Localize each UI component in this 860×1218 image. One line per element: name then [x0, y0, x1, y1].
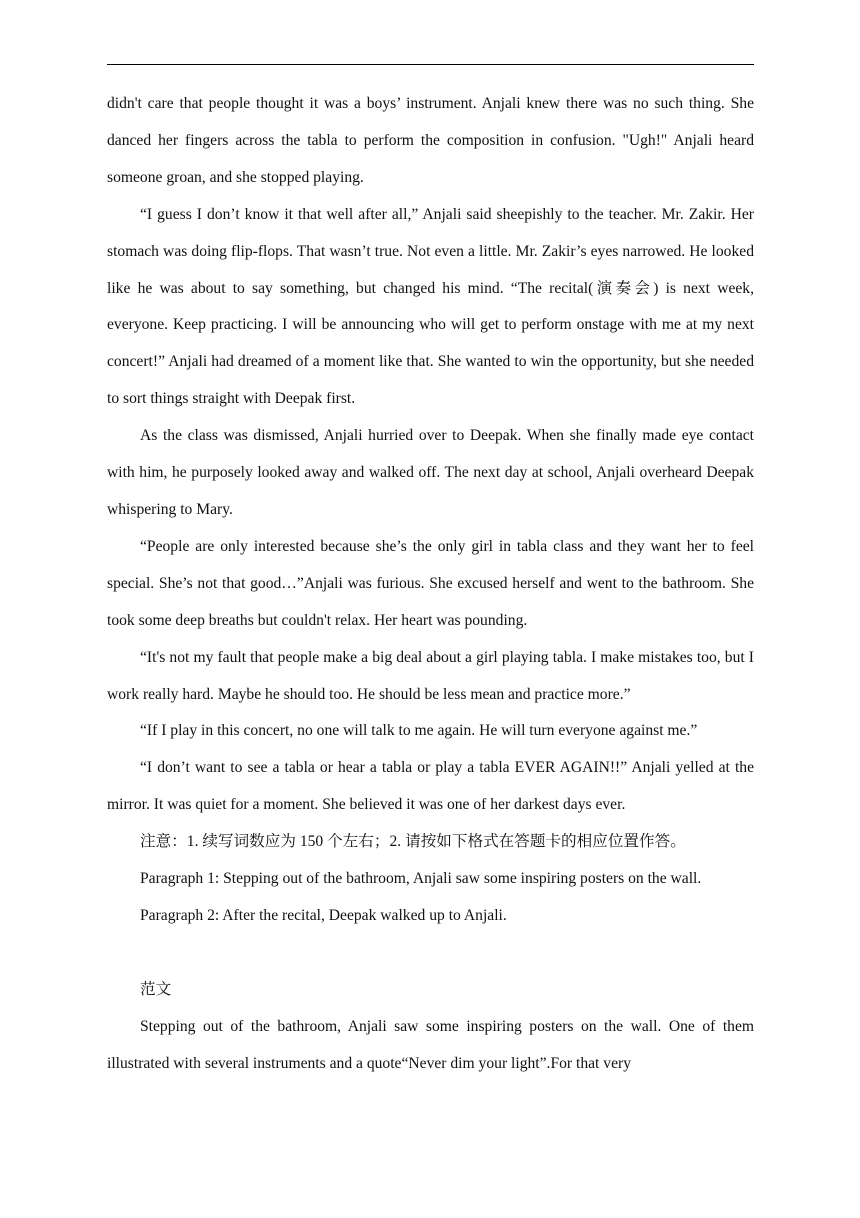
section-spacer: [107, 935, 754, 972]
story-paragraph-3: As the class was dismissed, Anjali hurried over to Deepak. When she finally made eye contact with him, he purposely looked away and walked off. The next day at school, Anjali overheard Deepak whispering to Mary.: [107, 427, 754, 518]
story-paragraph-4: “People are only interested because she’s the only girl in tabla class and they want her to feel special. She’s not that good…”Anjali was furious. She excused herself and went to the bathroom. She took some deep breaths but couldn't relax. Her heart was pounding.: [107, 537, 754, 629]
sample-essay-paragraph: Stepping out of the bathroom, Anjali saw some inspiring posters on the wall. One of them illustrated with several instruments and a quote“Never dim your light”.For that very: [107, 1017, 754, 1072]
story-paragraph-6: “If I play in this concert, no one will talk to me again. He will turn everyone against me.”: [140, 722, 698, 740]
story-paragraph-5: “It's not my fault that people make a big deal about a girl playing tabla. I make mistakes too, but I work really hard. Maybe he should too. He should be less mean and practice more.”: [107, 648, 754, 703]
document-body: [107, 86, 754, 1082]
writing-note: 注意：1. 续写词数应为 150 个左右；2. 请按如下格式在答题卡的相应位置作答。: [140, 833, 686, 851]
writing-prompt-2: Paragraph 2: After the recital, Deepak walked up to Anjali.: [140, 906, 507, 924]
story-paragraph-1: didn't care that people thought it was a boys’ instrument. Anjali knew there was no such thing. She danced her fingers across the tabla to perform the composition in confusion. "Ugh!" Anjali heard someone groan, and she stopped playing.: [107, 95, 754, 186]
header-rule: [107, 64, 754, 65]
story-paragraph-7: “I don’t want to see a tabla or hear a tabla or play a tabla EVER AGAIN!!” Anjali yelled at the mirror. It was quiet for a moment. She believed it was one of her darkest days ever.: [107, 759, 754, 814]
sample-heading: 范文: [140, 980, 172, 998]
story-paragraph-2: “I guess I don’t know it that well after all,” Anjali said sheepishly to the teacher. Mr. Zakir. Her stomach was doing flip-flops. That wasn’t true. Not even a little. Mr. Zakir’s eyes narrowed. He looked like he was about to say something, but changed his mind. “The recital(演奏会) is next week, everyone. Keep practicing. I will be announcing who will get to perform onstage with me at my next concert!” Anjali had dreamed of a moment like that. She wanted to win the opportunity, but she needed to sort things straight with Deepak first.: [107, 205, 754, 408]
writing-prompt-1: Paragraph 1: Stepping out of the bathroom, Anjali saw some inspiring posters on the wall.: [140, 870, 702, 888]
